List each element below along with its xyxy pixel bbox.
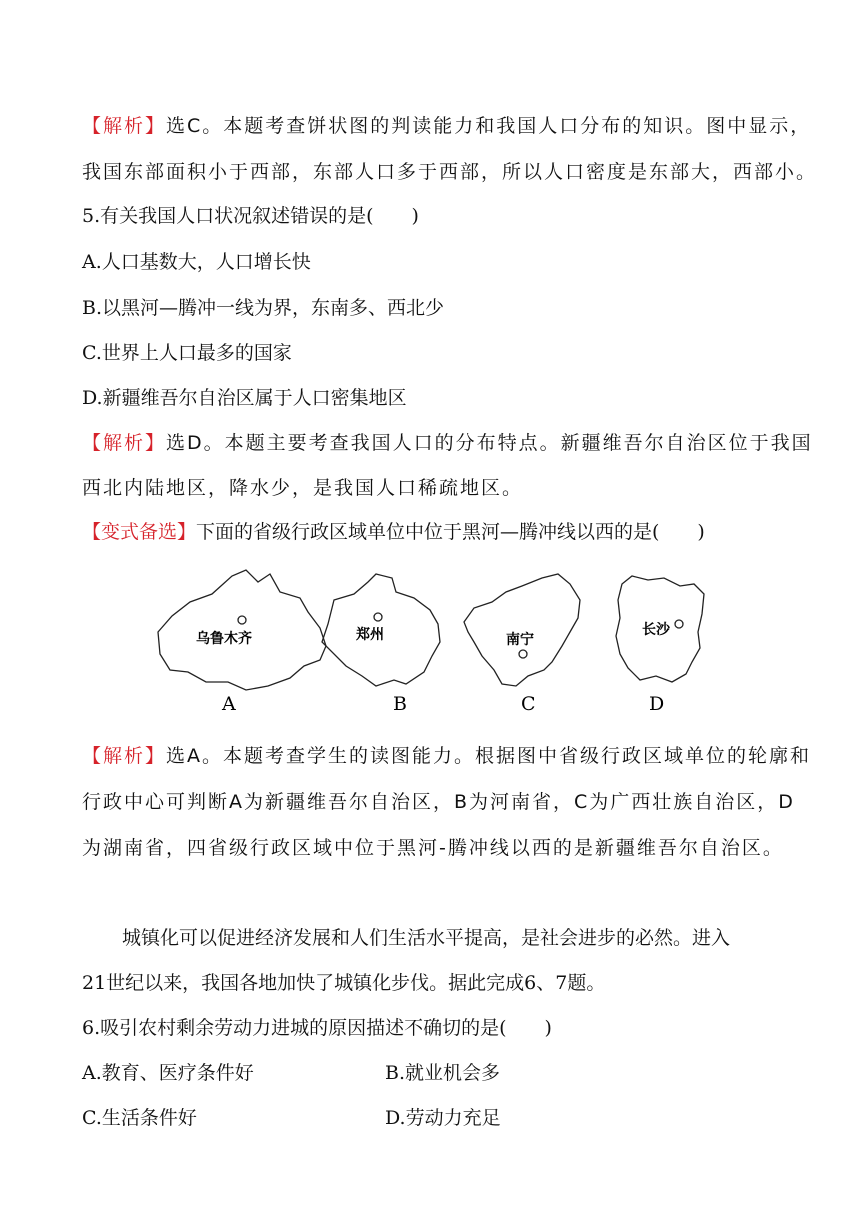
map-a-xinjiang bbox=[158, 570, 326, 690]
variant-analysis-line-2: 行政中心可判断A为新疆维吾尔自治区，B为河南省，C为广西壮族自治区，D bbox=[82, 791, 795, 813]
q5-option-d: D.新疆维吾尔自治区属于人口密集地区 bbox=[82, 387, 407, 409]
q5-option-b: B.以黑河—腾冲一线为界，东南多、西北少 bbox=[82, 297, 445, 319]
variant-analysis-text-1: 选A。本题考查学生的读图能力。根据图中省级行政区域单位的轮廓和 bbox=[166, 745, 812, 767]
analysis-tag: 【解析】 bbox=[82, 115, 167, 137]
variant-stem: 下面的省级行政区域单位中位于黑河—腾冲线以西的是( ) bbox=[196, 521, 705, 543]
q6-option-b: B.就业机会多 bbox=[385, 1062, 501, 1084]
q6-option-a: A.教育、医疗条件好 bbox=[82, 1062, 254, 1084]
map-d-city-label: 长沙 bbox=[642, 622, 670, 638]
map-c-city-label: 南宁 bbox=[506, 632, 534, 648]
map-b-city-label: 郑州 bbox=[356, 627, 384, 643]
analysis-c-line-2: 我国东部面积小于西部，东部人口多于西部，所以人口密度是东部大，西部小。 bbox=[82, 161, 818, 183]
variant-stem-line bbox=[82, 520, 705, 544]
analysis-tag: 【解析】 bbox=[82, 432, 167, 454]
map-c-guangxi bbox=[464, 574, 580, 686]
q5-analysis-line-1 bbox=[82, 431, 813, 455]
province-maps-figure bbox=[150, 562, 715, 722]
q6-option-d: D.劳动力充足 bbox=[385, 1107, 501, 1129]
map-a-capital-marker bbox=[238, 616, 246, 624]
q6-stem: 6.吸引农村剩余劳动力进城的原因描述不确切的是( ) bbox=[82, 1017, 552, 1039]
q5-stem: 5.有关我国人口状况叙述错误的是( ) bbox=[82, 205, 419, 227]
map-b-letter: B bbox=[393, 693, 407, 715]
map-d-letter: D bbox=[649, 693, 665, 715]
q5-analysis-line-2: 西北内陆地区，降水少，是我国人口稀疏地区。 bbox=[82, 477, 524, 499]
map-a-letter: A bbox=[222, 693, 236, 715]
map-c-letter: C bbox=[521, 693, 536, 715]
q5-option-a: A.人口基数大，人口增长快 bbox=[82, 251, 311, 273]
analysis-c-line-1 bbox=[82, 114, 811, 138]
map-c-outline bbox=[464, 574, 580, 686]
map-b-capital-marker bbox=[374, 613, 382, 621]
variant-tag: 【变式备选】 bbox=[82, 521, 197, 543]
map-c-capital-marker bbox=[519, 650, 527, 658]
analysis-c-text-1: 选C。本题考查饼状图的判读能力和我国人口分布的知识。图中显示， bbox=[166, 115, 812, 137]
variant-analysis-line-3: 为湖南省，四省级行政区域中位于黑河-腾冲线以西的是新疆维吾尔自治区。 bbox=[82, 837, 784, 859]
intro-line-2: 21世纪以来，我国各地加快了城镇化步伐。据此完成6、7题。 bbox=[82, 972, 606, 994]
q6-option-c: C.生活条件好 bbox=[82, 1107, 197, 1129]
q5-analysis-text-1: 选D。本题主要考查我国人口的分布特点。新疆维吾尔自治区位于我国 bbox=[166, 432, 813, 454]
intro-line-1: 城镇化可以促进经济发展和人们生活水平提高，是社会进步的必然。进入 bbox=[122, 927, 731, 949]
map-a-outline bbox=[158, 570, 326, 690]
map-d-capital-marker bbox=[675, 620, 683, 628]
map-a-city-label: 乌鲁木齐 bbox=[196, 631, 252, 647]
analysis-tag: 【解析】 bbox=[82, 745, 167, 767]
variant-analysis-line-1 bbox=[82, 744, 811, 768]
q5-option-c: C.世界上人口最多的国家 bbox=[82, 342, 292, 364]
